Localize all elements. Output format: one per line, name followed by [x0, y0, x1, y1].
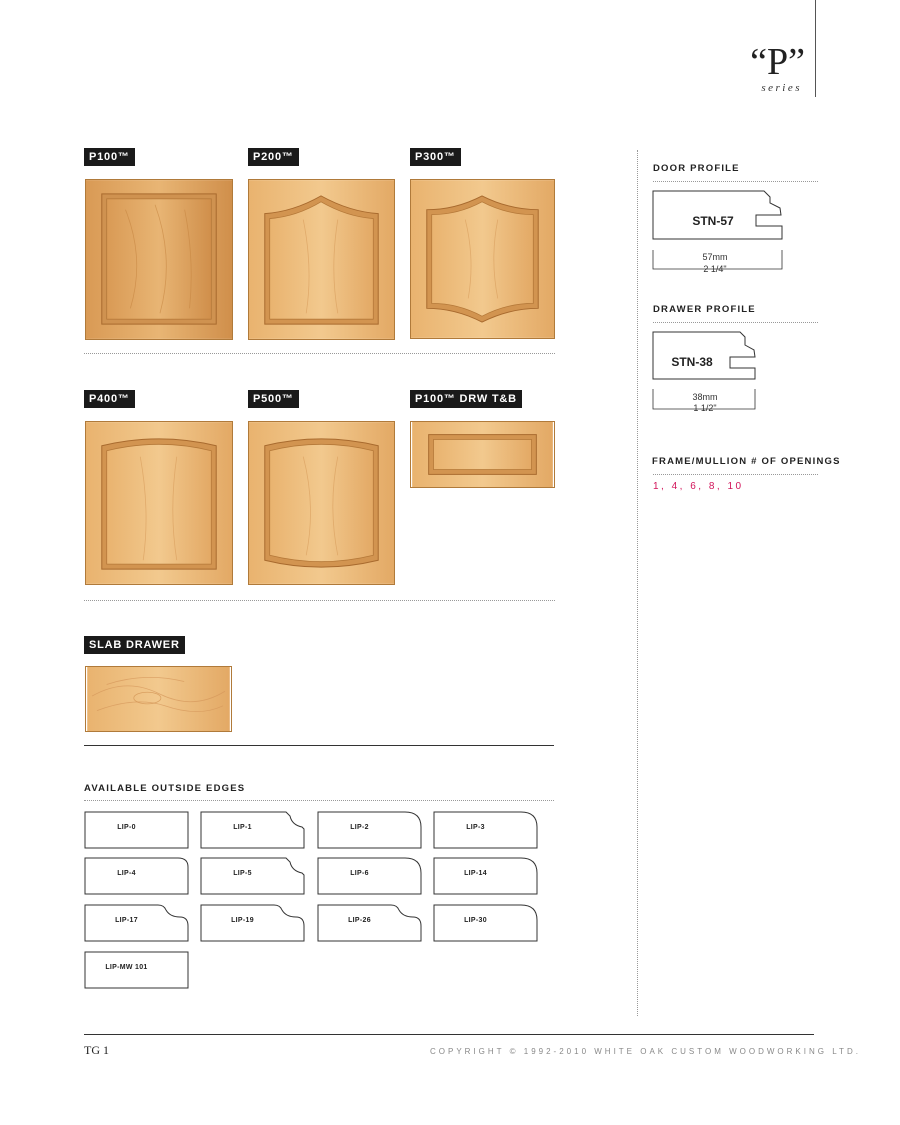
frame-divider [653, 474, 818, 475]
frame-heading: FRAME/MULLION # OF OPENINGS [652, 456, 841, 467]
edge-profile-tile [433, 857, 538, 895]
series-word: series [761, 82, 802, 94]
door-label-p200: P200™ [248, 148, 299, 166]
edge-profile-label: LIP-17 [115, 917, 138, 924]
frame-openings: 1, 4, 6, 8, 10 [653, 481, 744, 492]
edge-profile-label: LIP-0 [117, 824, 136, 831]
edge-profile-label: LIP-26 [348, 917, 371, 924]
drawer-image-p100-drw [410, 421, 555, 488]
door-label-p100-drw: P100™ DRW T&B [410, 390, 522, 408]
edge-profile-label: LIP-3 [466, 824, 485, 831]
edge-profile-tile [433, 904, 538, 942]
edge-profile-tile [84, 857, 189, 895]
section-rule [84, 745, 554, 746]
edge-profile-label: LIP-30 [464, 917, 487, 924]
edge-profile-tile [433, 811, 538, 849]
edge-profile-tile [84, 904, 189, 942]
copyright: COPYRIGHT © 1992-2010 WHITE OAK CUSTOM WOODWORKING LTD. [430, 1047, 861, 1056]
edge-profile-label: LIP-6 [350, 870, 369, 877]
edge-profile-label: LIP-5 [233, 870, 252, 877]
edge-profile-tile [200, 857, 305, 895]
edge-profile-tile [317, 904, 422, 942]
column-divider [637, 150, 638, 1016]
edge-profile-label: LIP-19 [231, 917, 254, 924]
edge-profile-tile [84, 811, 189, 849]
door-profile-metric: 57mm [702, 252, 728, 262]
row-divider-1 [84, 353, 555, 354]
footer-rule [84, 1034, 814, 1035]
door-profile-divider [653, 181, 818, 182]
drawer-profile-heading: DRAWER PROFILE [653, 304, 756, 315]
edge-profile-tile [317, 857, 422, 895]
door-profile-imperial: 2 1/4" [703, 264, 727, 274]
door-label-slab-drawer: SLAB DRAWER [84, 636, 185, 654]
door-image-p300 [410, 179, 555, 339]
edge-profile-label: LIP-14 [464, 870, 487, 877]
door-image-p500 [248, 421, 395, 585]
door-image-p100 [85, 179, 233, 340]
edge-profile-label: LIP-2 [350, 824, 369, 831]
drawer-profile-metric: 38mm [692, 392, 718, 402]
drawer-profile-code: STN-38 [671, 355, 713, 369]
series-letter: “P” [750, 41, 805, 83]
door-profile-heading: DOOR PROFILE [653, 163, 740, 174]
edge-profile-tile [317, 811, 422, 849]
edge-profile-label: LIP-MW 101 [105, 964, 148, 971]
drawer-profile-divider [653, 322, 818, 323]
drawer-image-slab [85, 666, 232, 732]
door-label-p400: P400™ [84, 390, 135, 408]
edge-profile-tile [200, 904, 305, 942]
edge-profile-tile [200, 811, 305, 849]
drawer-profile-imperial: 1 1/2" [693, 403, 717, 413]
page-number: TG 1 [84, 1043, 109, 1057]
edges-divider [84, 800, 554, 801]
door-profile-code: STN-57 [692, 214, 734, 228]
door-label-p300: P300™ [410, 148, 461, 166]
door-image-p200 [248, 179, 395, 340]
series-rule [815, 0, 816, 97]
door-label-p500: P500™ [248, 390, 299, 408]
edge-profile-label: LIP-4 [117, 870, 136, 877]
edges-heading: AVAILABLE OUTSIDE EDGES [84, 783, 246, 794]
edge-profile-label: LIP-1 [233, 824, 252, 831]
door-image-p400 [85, 421, 233, 585]
door-label-p100: P100™ [84, 148, 135, 166]
row-divider-2 [84, 600, 555, 601]
edge-profile-tile [84, 951, 189, 989]
